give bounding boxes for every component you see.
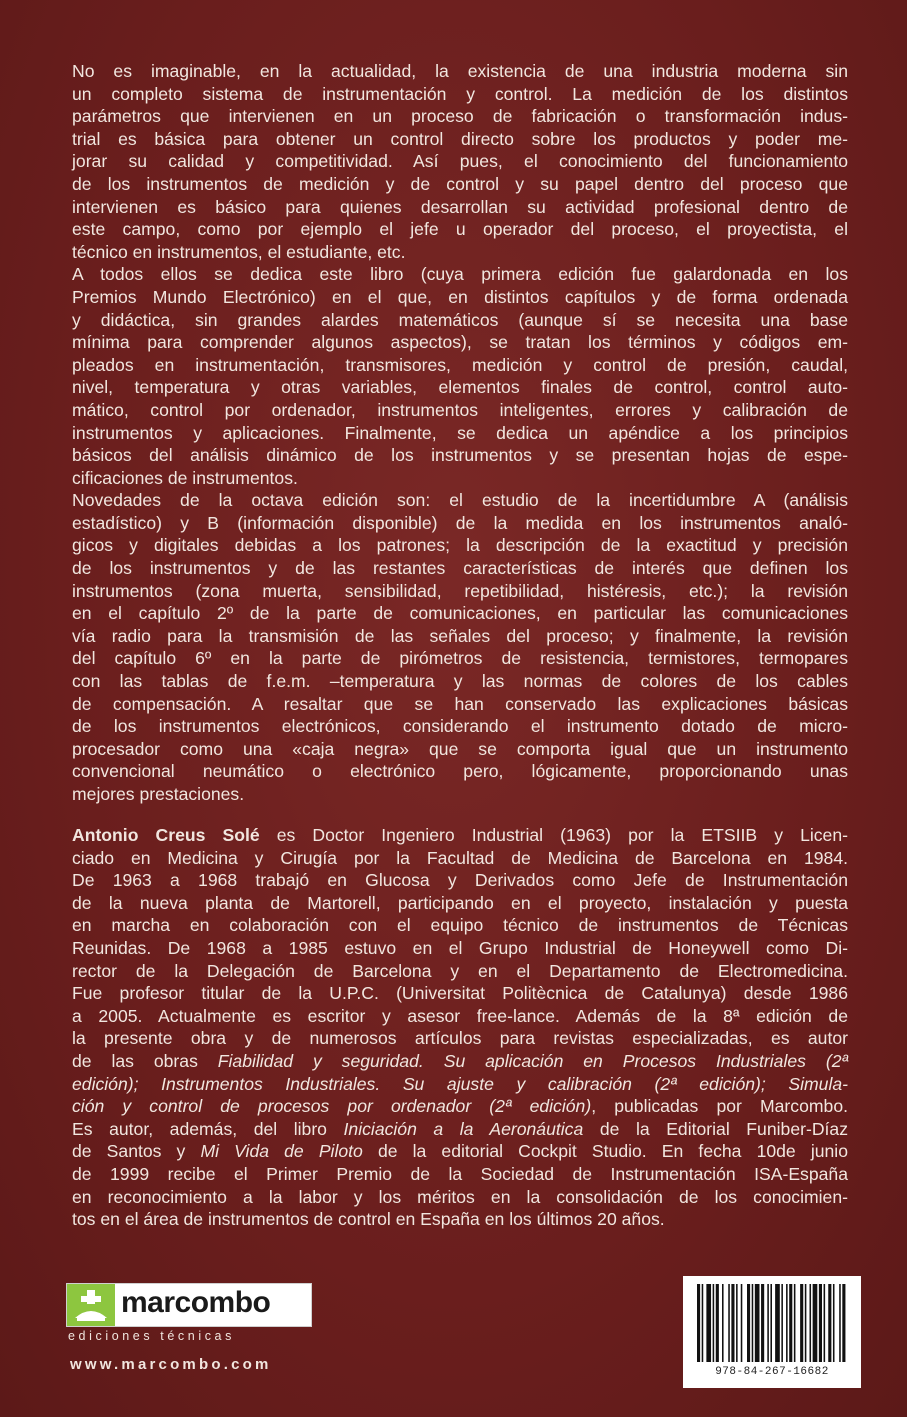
description-line: intervienen es básico para quienes desarrollan su actividad profesional dentro de bbox=[72, 196, 848, 217]
bio-line bbox=[72, 914, 848, 937]
bio-text: rector de la Delegación de Barcelona y en el Departamento de Electromedicina. bbox=[72, 960, 848, 981]
bio-text: de 1999 recibe el Primer Premio de la Sociedad de Instrumentación ISA-España bbox=[72, 1163, 848, 1184]
bio-text: ciado en Medicina y Cirugía por la Facultad de Medicina de Barcelona en 1984. bbox=[72, 847, 848, 868]
publisher-tagline: ediciones técnicas bbox=[68, 1329, 235, 1343]
bio-line bbox=[72, 869, 848, 892]
description-line: de los instrumentos y de las restantes características de interés que definen los bbox=[72, 558, 848, 579]
barcode-bar bbox=[789, 1284, 792, 1362]
description-line: mínima para comprender algunos aspectos), se tratan los términos y códigos em- bbox=[72, 332, 848, 353]
barcode-bar bbox=[728, 1284, 730, 1362]
barcode-bar bbox=[741, 1284, 743, 1362]
barcode-bar bbox=[775, 1284, 780, 1362]
bio-text: , publicadas por Marcombo. bbox=[591, 1096, 848, 1117]
isbn-number: 978-84-267-16682 bbox=[715, 1366, 829, 1378]
description-paragraph bbox=[72, 60, 848, 263]
bio-line bbox=[72, 892, 848, 915]
description-line: técnico en instrumentos, el estudiante, etc. bbox=[72, 241, 406, 262]
barcode-bar bbox=[786, 1284, 788, 1362]
bio-text: en marcha en colaboración con el equipo técnico de instrumentos de Técnicas bbox=[72, 915, 848, 936]
bio-line bbox=[72, 1027, 848, 1050]
author-biography bbox=[72, 824, 848, 1231]
description-line: con las tablas de f.e.m. –temperatura y las normas de colores de los cables bbox=[72, 671, 848, 692]
barcode-bar bbox=[716, 1284, 719, 1362]
bio-text: de la Editorial Funiber-Díaz bbox=[583, 1118, 848, 1139]
bio-line bbox=[72, 937, 848, 960]
barcode-bar bbox=[794, 1284, 796, 1362]
description-line: gicos y digitales debidas a los patrones; la descripción de la exactitud y precisión bbox=[72, 535, 848, 556]
book-title: Fiabilidad y seguridad. Su aplicación en Procesos Industriales (2ª bbox=[217, 1050, 848, 1071]
book-description bbox=[72, 60, 848, 806]
description-line: del capítulo 6º en la parte de pirómetros de resistencia, termistores, termopares bbox=[72, 648, 848, 669]
barcode-bar bbox=[713, 1284, 715, 1362]
description-line: mático, control por ordenador, instrumentos inteligentes, errores y calibración de bbox=[72, 399, 848, 420]
bio-line bbox=[72, 982, 848, 1005]
bio-line bbox=[72, 1186, 848, 1209]
description-line: básicos del análisis dinámico de los instrumentos y se presentan hojas de espe- bbox=[72, 445, 848, 466]
description-line: cificaciones de instrumentos. bbox=[72, 467, 298, 488]
bio-text: de la editorial Cockpit Studio. En fecha 10de junio bbox=[362, 1141, 848, 1162]
logo-text: marcombo bbox=[121, 1286, 271, 1319]
barcode-bar bbox=[731, 1284, 734, 1362]
description-paragraph bbox=[72, 263, 848, 489]
bio-text: Reunidas. De 1968 a 1985 estuvo en el Grupo Industrial de Honeywell como Di- bbox=[72, 937, 848, 958]
barcode-bar bbox=[722, 1284, 724, 1362]
description-line: un completo sistema de instrumentación y control. La medición de los distintos bbox=[72, 83, 848, 104]
bio-line bbox=[72, 1050, 848, 1073]
barcode-bar bbox=[819, 1284, 822, 1362]
barcode-bar bbox=[752, 1284, 754, 1362]
bio-text: de las obras bbox=[72, 1050, 218, 1071]
description-line: instrumentos (zona muerta, sensibilidad, repetibilidad, histéresis, etc.); la revisión bbox=[72, 580, 848, 601]
bio-text: en reconocimiento a la labor y los méritos en la consolidación de los conocimien- bbox=[72, 1186, 848, 1207]
bio-text: a 2005. Actualmente es escritor y asesor free-lance. Además de la 8ª edición de bbox=[72, 1005, 848, 1026]
barcode-bars bbox=[697, 1284, 847, 1362]
description-line: Novedades de la octava edición son: el estudio de la incertidumbre A (análisis bbox=[72, 490, 848, 511]
description-line: de los instrumentos electrónicos, considerando el instrumento dotado de micro- bbox=[72, 716, 848, 737]
bio-line bbox=[72, 847, 848, 870]
author-name: Antonio Creus Solé bbox=[72, 825, 260, 845]
barcode-bar bbox=[839, 1284, 841, 1362]
description-line: en el capítulo 2º de la parte de comunicaciones, en particular las comunicaciones bbox=[72, 603, 848, 624]
description-line: mejores prestaciones. bbox=[72, 784, 245, 804]
barcode-bar bbox=[813, 1284, 818, 1362]
barcode-bar bbox=[824, 1284, 826, 1362]
barcode-bar bbox=[747, 1284, 750, 1362]
logo-emblem-icon bbox=[67, 1284, 115, 1326]
publisher-logo bbox=[66, 1283, 316, 1343]
description-line: Premios Mundo Electrónico) en el que, en distintos capítulos y de forma ordenada bbox=[72, 286, 848, 307]
barcode-bar bbox=[828, 1284, 831, 1362]
description-line: procesador como una «caja negra» que se comporta igual que un instrumento bbox=[72, 738, 848, 759]
description-paragraph bbox=[72, 489, 848, 805]
bio-line bbox=[72, 1208, 848, 1231]
barcode-bar bbox=[833, 1284, 835, 1362]
bio-line bbox=[72, 960, 848, 983]
barcode-bar bbox=[706, 1284, 711, 1362]
description-line: pleados en instrumentación, transmisores, medición y control de presión, caudal, bbox=[72, 354, 848, 375]
barcode-bar bbox=[842, 1284, 845, 1362]
book-title: ción y control de procesos por ordenador (2ª edición) bbox=[72, 1096, 592, 1117]
bio-text: tos en el área de instrumentos de control en España en los últimos 20 años. bbox=[72, 1209, 665, 1230]
book-title: Iniciación a la Aeronáutica bbox=[343, 1118, 584, 1139]
book-title: edición); Instrumentos Industriales. Su ajuste y calibración (2ª edición); Simula- bbox=[72, 1073, 848, 1094]
description-line: instrumentos y aplicaciones. Finalmente, se dedica un apéndice a los principios bbox=[72, 422, 848, 443]
isbn-barcode bbox=[683, 1276, 861, 1388]
bio-text: de la nueva planta de Martorell, participando en el proyecto, instalación y puesta bbox=[72, 892, 848, 913]
barcode-bar bbox=[805, 1284, 807, 1362]
description-line: trial es básica para obtener un control directo sobre los productos y poder me- bbox=[72, 128, 848, 149]
description-line: A todos ellos se dedica este libro (cuya primera edición fue galardonada en los bbox=[72, 264, 848, 285]
barcode-bar bbox=[770, 1284, 772, 1362]
bio-text: Fue profesor titular de la U.P.C. (Universitat Politècnica de Catalunya) desde 1986 bbox=[72, 983, 848, 1004]
bio-line bbox=[72, 1095, 848, 1118]
bio-line bbox=[72, 824, 848, 847]
bio-line bbox=[72, 1118, 848, 1141]
description-line: parámetros que intervienen en un proceso de fabricación o transformación indus- bbox=[72, 106, 848, 127]
description-line: nivel, temperatura y otras variables, elementos finales de control, control auto- bbox=[72, 377, 848, 398]
bio-text: Es autor, además, del libro bbox=[72, 1118, 344, 1139]
book-title: Mi Vida de Piloto bbox=[200, 1141, 363, 1162]
publisher-url: www.marcombo.com bbox=[70, 1356, 272, 1373]
barcode-bar bbox=[736, 1284, 738, 1362]
barcode-bar bbox=[755, 1284, 760, 1362]
bio-line bbox=[72, 1163, 848, 1186]
description-line: y didáctica, sin grandes alardes matemáticos (aunque sí se necesita una base bbox=[72, 309, 848, 330]
description-line: de los instrumentos de medición y de control y su papel dentro del proceso que bbox=[72, 173, 848, 194]
barcode-bar bbox=[767, 1284, 769, 1362]
bio-line bbox=[72, 1005, 848, 1028]
barcode-bar bbox=[810, 1284, 812, 1362]
barcode-bar bbox=[761, 1284, 764, 1362]
barcode-bar bbox=[697, 1284, 700, 1362]
bio-text: De 1963 a 1968 trabajó en Glucosa y Derivados como Jefe de Instrumentación bbox=[72, 870, 848, 891]
description-line: No es imaginable, en la actualidad, la existencia de una industria moderna sin bbox=[72, 61, 848, 81]
bio-text: es Doctor Ingeniero Industrial (1963) por la ETSIIB y Licen- bbox=[259, 825, 848, 845]
bio-line bbox=[72, 1140, 848, 1163]
bio-text: de Santos y bbox=[72, 1141, 201, 1162]
bio-line bbox=[72, 1073, 848, 1096]
description-line: jorar su calidad y competitividad. Así pues, el conocimiento del funcionamiento bbox=[72, 151, 848, 172]
barcode-bar bbox=[781, 1284, 783, 1362]
logo-box bbox=[66, 1283, 312, 1327]
description-line: estadístico) y B (información disponible) de la medida en los instrumentos analó- bbox=[72, 512, 848, 533]
barcode-bar bbox=[800, 1284, 803, 1362]
description-line: de compensación. A resaltar que se han conservado las explicaciones básicas bbox=[72, 693, 848, 714]
description-line: vía radio para la transmisión de las señales del proceso; y finalmente, la revisión bbox=[72, 625, 848, 646]
barcode-bar bbox=[702, 1284, 704, 1362]
description-line: este campo, como por ejemplo el jefe u operador del proceso, el proyectista, el bbox=[72, 219, 848, 240]
description-line: convencional neumático o electrónico pero, lógicamente, proporcionando unas bbox=[72, 761, 848, 782]
bio-text: la presente obra y de numerosos artículos para revistas especializadas, es autor bbox=[72, 1028, 848, 1049]
